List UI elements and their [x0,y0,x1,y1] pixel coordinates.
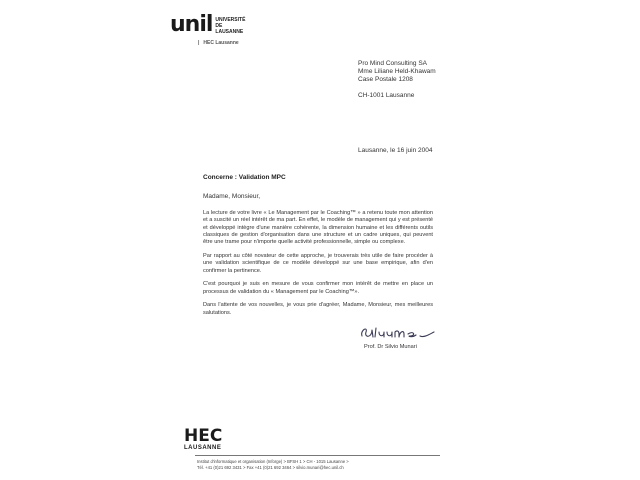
footer-contact [197,459,349,471]
body-paragraph-3: C'est pourquoi je suis en mesure de vous confirmer mon intérêt de mettre en place un processus de validation du « Management par le Coaching™». [203,281,433,295]
recipient-company: Pro Mind Consulting SA [358,60,428,67]
body-paragraph-2: Par rapport au côté novateur de cette approche, je trouverais très utile de faire procéder à une validation scientifique de ce modèle développé sur une base empirique, afin d'en confirmer la pertinence. [203,252,433,274]
body-paragraph-4: Dans l'attente de vos nouvelles, je vous prie d'agréer, Madame, Monsieur, mes meilleures salutations. [203,302,433,316]
unil-logo-subtext [215,17,245,36]
handwritten-signature [358,322,458,342]
signatory-name: Prof. Dr Silvio Munari [364,344,417,350]
recipient-city: CH-1001 Lausanne [358,92,415,99]
hec-logo [184,428,222,451]
unil-logo-line-1: UNIVERSITÉ [215,17,246,23]
letter-body [203,210,433,324]
unil-logo [170,10,245,36]
hec-logo-city: LAUSANNE [184,445,222,451]
footer-line-1: Institut d'informatique et organisation (Inforge) > BFSH 1 > CH - 1015 Lausanne > [197,459,349,464]
unil-logo-line-3: LAUSANNE [215,29,244,35]
recipient-box: Case Postale 1208 [358,76,413,83]
footer-divider [195,455,440,456]
letter-date: Lausanne, le 16 juin 2004 [358,147,433,154]
letter-subject: Concerne : Validation MPC [203,174,286,181]
unil-logo-line-2: DE [215,23,223,29]
recipient-address [358,60,436,100]
body-paragraph-1: La lecture de votre livre « Le Management par le Coaching™ » a retenu toute mon attention et a suscité un réel intérêt de ma part. En effet, le modèle de management qui y est présenté et développé intègre d'une manière cohérente, la dimension humaine et les différents outils classiques de gestion d'organisation dans une structure et un cadre uniques, qui peuvent être une trame pour n'importe quelle activité professionnelle, simple ou complexe. [203,210,433,246]
unil-logo-wordmark: unil [170,12,213,37]
hec-sub-label: | HEC Lausanne [198,40,239,46]
footer-line-2: Tél. +41 (0)21 692 3431 > Fax +41 (0)21 692 3464 > silvio.munari@hec.unil.ch [197,465,344,470]
recipient-person: Mme Liliane Held-Khawam [358,68,436,75]
letter-salutation: Madame, Monsieur, [203,193,261,200]
hec-logo-main: HEC [184,426,223,446]
hec-sub-label-text: HEC Lausanne [203,40,239,46]
